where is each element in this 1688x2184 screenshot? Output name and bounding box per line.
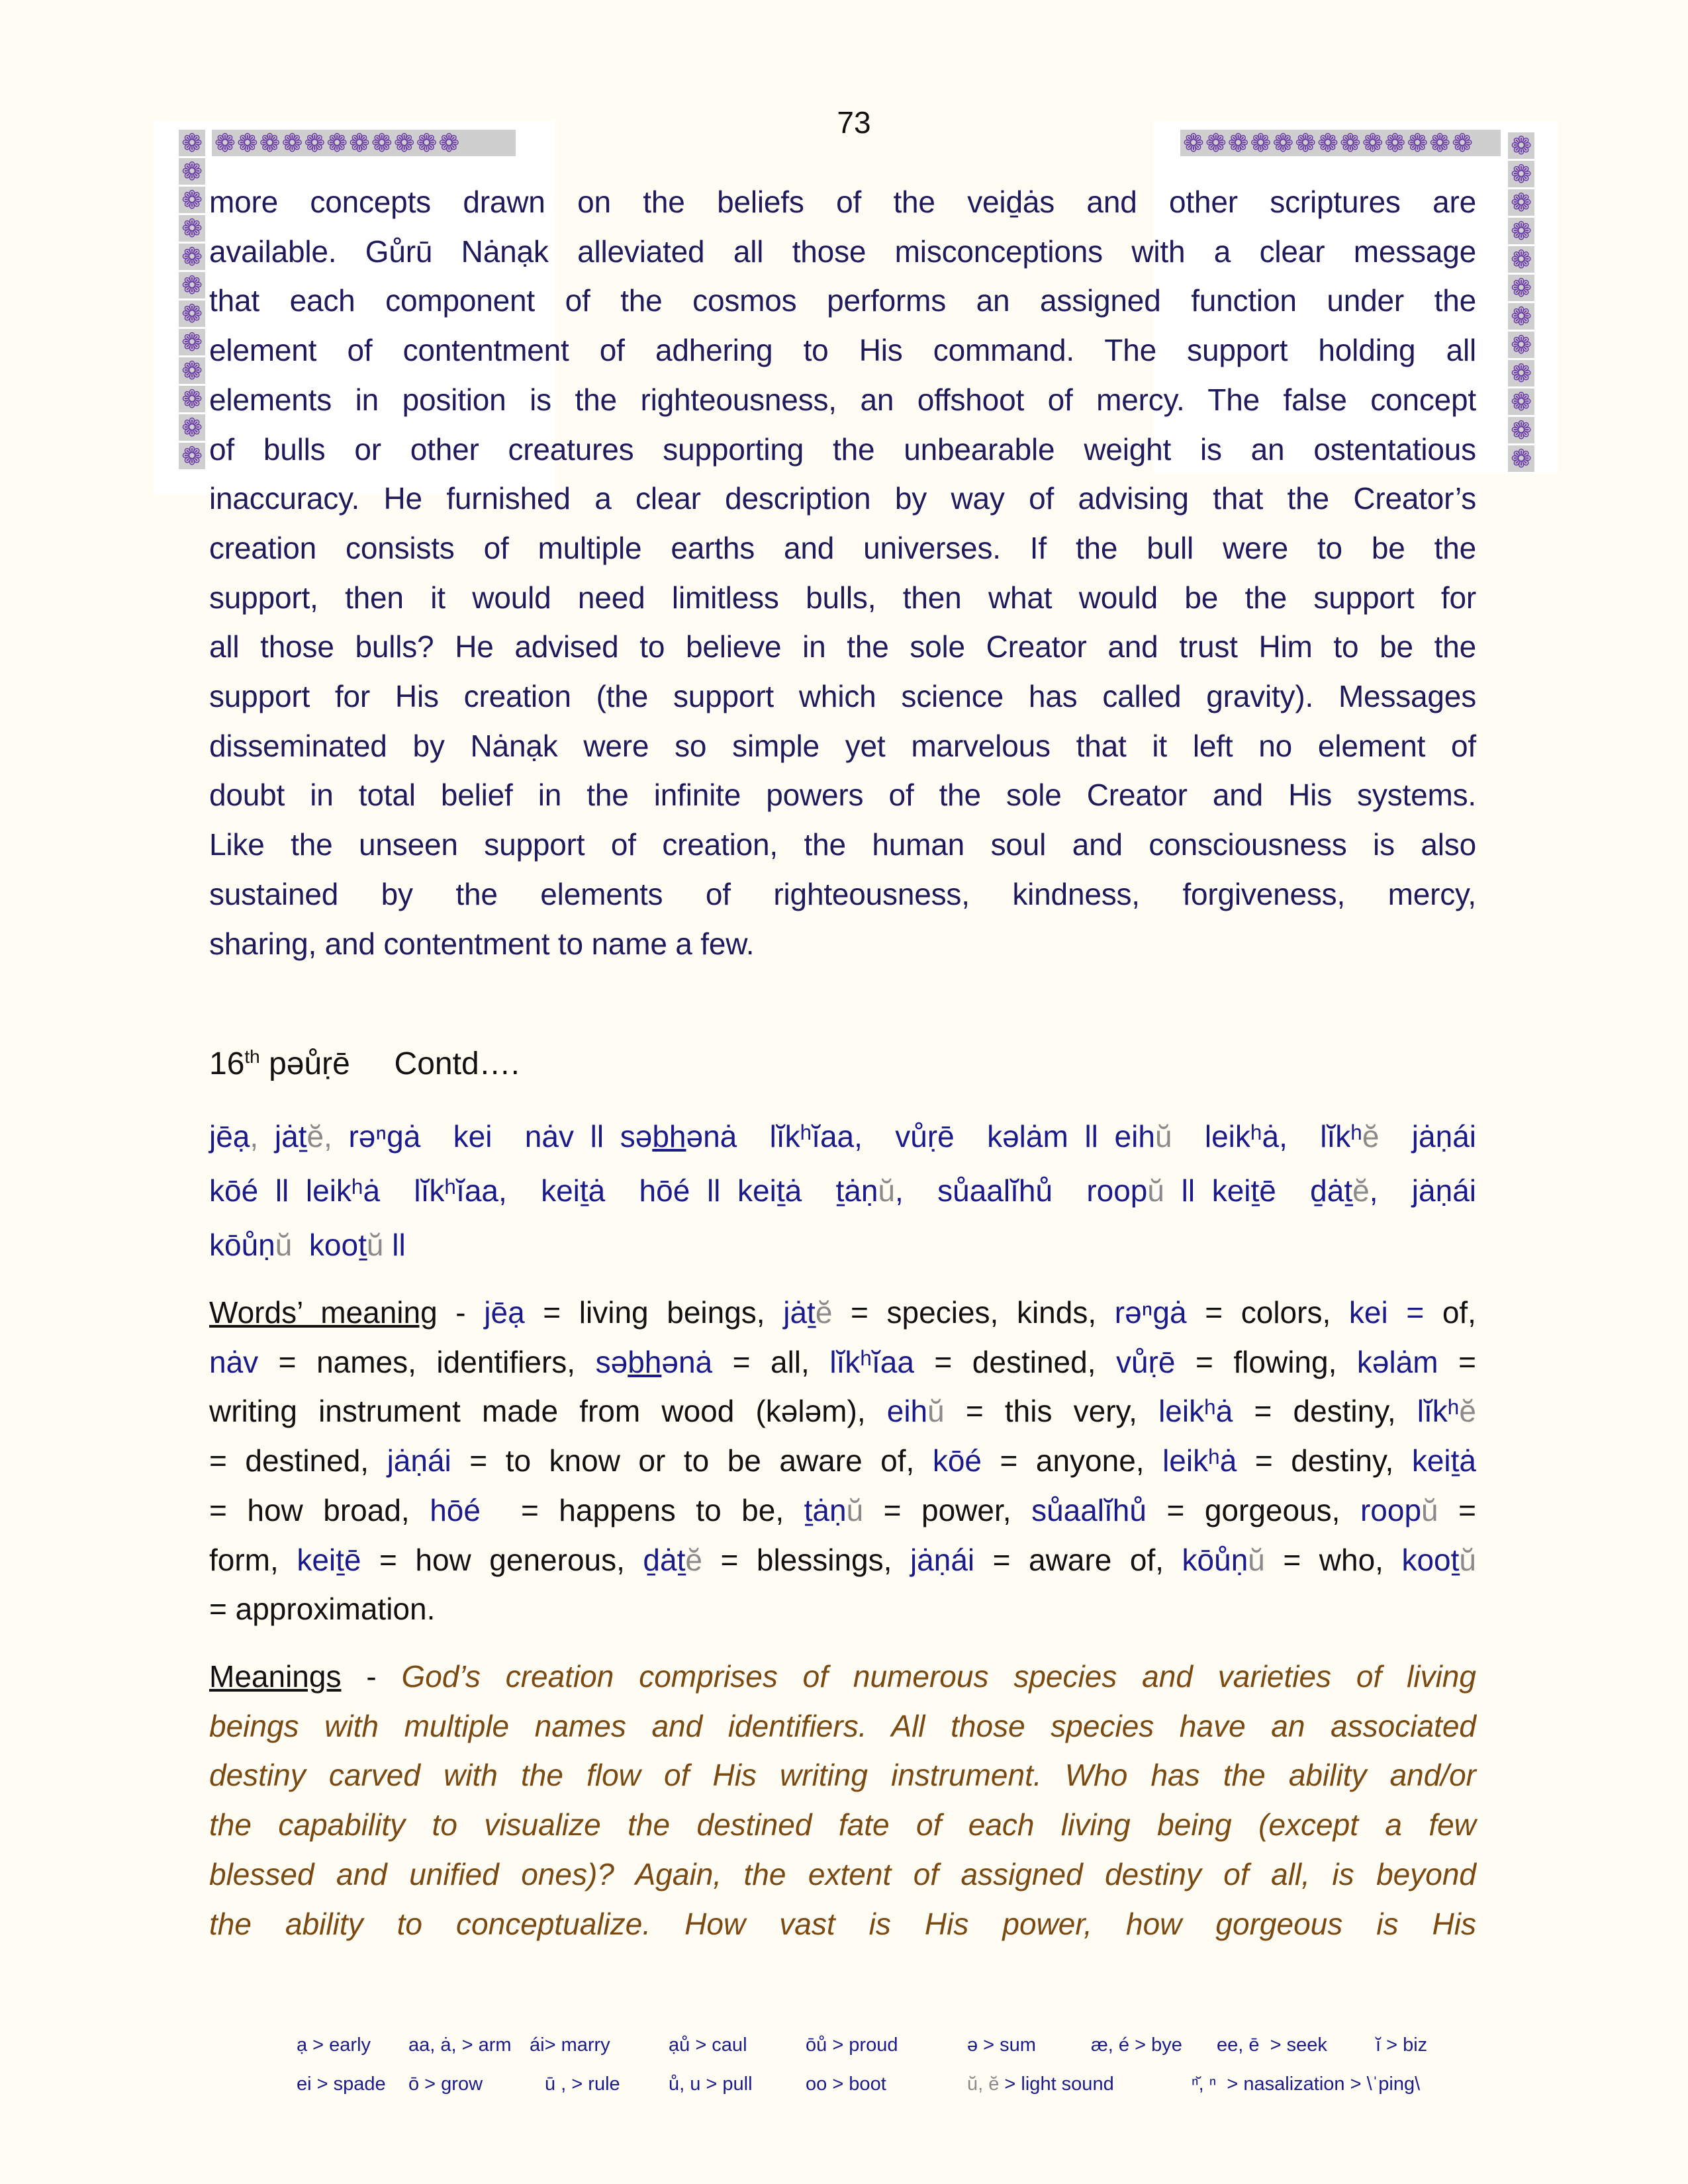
text-segment: ĕ [685,1542,702,1577]
text-segment: = blessings, [702,1542,910,1577]
text-segment: = living beings, [524,1295,784,1330]
key-item [297,2034,371,2056]
key-text: ōů > proud [806,2034,898,2056]
text-segment: jēạ [209,1119,250,1154]
text-line [209,177,1476,227]
key-item [530,2034,610,2056]
key-item [408,2073,483,2095]
text-segment: ĕ [1362,1119,1380,1154]
flower-ornament-icon: ❁ [179,158,205,185]
text-segment: = [1438,1344,1476,1379]
text-segment: jȧṇái [910,1542,975,1577]
text-line [209,870,1476,919]
text-segment: support for His creation (the support which science has called gravity). Messages [209,679,1476,714]
text-segment: jȧṯ [783,1295,816,1330]
text-segment: Like the unseen support of creation, the human soul and consciousness is also [209,827,1476,862]
text-line [209,1218,1476,1272]
text-line [209,1486,1476,1535]
text-line [209,622,1476,672]
text-segment: ḏȧṯ [643,1542,686,1577]
text-segment: = names, identifiers, [258,1344,596,1379]
text-segment: = happens to be, [480,1492,804,1527]
key-text: æ, é > bye [1091,2034,1182,2056]
key-text: ạů > caul [669,2034,747,2056]
text-segment: ŭ [1154,1119,1172,1154]
text-segment: = how generous, [361,1542,643,1577]
text-segment: leikʰȧ [1162,1443,1237,1479]
meanings [209,1652,1476,1948]
text-segment: kōé [932,1443,982,1479]
key-text: ĭ > biz [1376,2034,1428,2056]
key-item [297,2073,386,2095]
flower-ornament-icon: ❁ [1508,360,1534,387]
text-segment: ŭ [275,1228,293,1262]
text-segment: disseminated by Nȧnạk were so simple yet marvelous that it left no element of [209,728,1476,763]
heading-contd: Contd…. [394,1046,520,1081]
key-text: ō > grow [408,2073,483,2095]
text-line [209,1850,1476,1899]
text-segment: eih [886,1394,928,1429]
text-segment: ŭ [366,1228,384,1262]
key-text: ə > sum [967,2034,1036,2056]
flower-ornament-icon: ❁ [179,244,205,270]
text-segment: ənȧ lĭkʰĭaa, vůṛē kəlȧm ll eih [686,1119,1155,1154]
text-segment: rəⁿgȧ [1114,1295,1187,1330]
text-segment: kei = [1348,1295,1425,1330]
flower-ornament-icon: ❁ [1508,332,1534,358]
text-segment: ĕ, [306,1119,349,1154]
text-segment: ənȧ [661,1344,713,1379]
text-line [209,1702,1476,1751]
text-segment: lĭkʰĭaa [829,1344,914,1379]
key-text: ái> marry [530,2034,610,2056]
text-segment: ll [383,1228,406,1262]
text-line [209,820,1476,870]
text-segment: that each component of the cosmos performs an assigned function under the [209,283,1476,318]
text-segment: kōůṇ [209,1228,275,1262]
text-segment: the ability to conceptualize. How vast is His power, how gorgeous is His [209,1906,1476,1941]
text-segment: available. Gůrū Nȧnạk alleviated all those misconceptions with a clear message [209,234,1476,269]
text-segment: = flowing, [1175,1344,1357,1379]
text-segment: sə [595,1344,628,1379]
text-segment: blessed and unified ones)? Again, the extent of assigned destiny of all, is beyond [209,1856,1476,1891]
text-segment: lĭkʰ [1417,1394,1460,1429]
key-item [1376,2034,1427,2056]
heading-number: 16 [209,1046,245,1081]
text-segment: roop [1360,1492,1422,1527]
key-text: ee, ē > seek [1217,2034,1327,2056]
text-segment: , [250,1119,275,1154]
flower-ornament-icon: ❁ [1508,275,1534,301]
text-segment: - [341,1659,402,1694]
flower-ornament-icon: ❁ [179,329,205,355]
text-segment: , sůaalĭhů roop [895,1173,1148,1208]
flower-ornament-icon: ❁ [1508,161,1534,187]
text-segment: form, [209,1542,297,1577]
text-segment: = aware of, [974,1542,1182,1577]
text-segment: = destined, [914,1344,1117,1379]
text-line [209,573,1476,623]
text-segment: ŭ [927,1394,945,1429]
text-line [209,1109,1476,1163]
text-line [209,1338,1476,1387]
text-segment: jȧṇái [1379,1119,1476,1154]
flower-ornament-icon: ❁ [179,386,205,412]
heading-title: pəůṛē [269,1046,350,1081]
text-segment: sustained by the elements of righteousness, kindness, forgiveness, mercy, [209,876,1476,911]
section-heading [209,1046,520,1082]
text-segment: beings with multiple names and identifiers. All those species have an associated [209,1708,1476,1743]
text-segment: rəⁿgȧ kei nȧv ll sə [348,1119,653,1154]
text-line [209,1800,1476,1850]
key-item [806,2073,886,2095]
text-segment: jēạ [484,1295,525,1330]
key-item [1217,2034,1327,2056]
text-segment: ŭ [878,1173,896,1208]
key-item [669,2034,747,2056]
text-segment: kəlȧm [1356,1344,1438,1379]
flower-ornament-icon: ❁ [1508,189,1534,216]
text-line [209,276,1476,326]
key-item [669,2073,753,2095]
flower-ornament-icon: ❁ [179,300,205,327]
page-number: 73 [837,105,871,140]
flower-ornament-icon: ❁ [179,357,205,384]
text-line [209,1436,1476,1486]
key-text: oo > boot [806,2073,886,2095]
key-text: > light sound [999,2073,1114,2095]
key-text: ạ > early [297,2034,371,2056]
text-segment: bh [628,1344,662,1379]
flower-ornament-icon: ❁ [1508,303,1534,330]
text-line [209,1584,1476,1634]
flower-ornament-icon: ❁ [1508,218,1534,244]
text-segment: ll keiṯē ḏȧṯ [1164,1173,1353,1208]
text-segment: = who, [1264,1542,1402,1577]
flower-ornament-icon: ❁ [179,414,205,441]
text-segment: element of contentment of adhering to His command. The support holding all [209,333,1476,368]
text-segment: God’s creation comprises of numerous species and varieties of living [401,1659,1476,1694]
text-line [209,1387,1476,1436]
text-segment: = destiny, [1233,1394,1417,1429]
text-segment: vůṛē [1116,1344,1176,1379]
text-segment: jȧṯ [274,1119,307,1154]
text-segment: sharing, and contentment to name a few. [209,926,755,961]
text-line [209,1163,1476,1218]
flower-ornament-icon: ❁ [1508,246,1534,273]
text-segment: keiṯē [297,1542,361,1577]
key-item [806,2034,898,2056]
text-segment: ŭ [1147,1173,1164,1208]
text-line [209,672,1476,721]
words-meaning [209,1288,1476,1634]
text-segment: = anyone, [981,1443,1163,1479]
key-text: ei > spade [297,2073,386,2095]
text-segment: = power, [863,1492,1032,1527]
text-segment: Words’ meaning [209,1295,438,1330]
key-item [408,2034,512,2056]
text-line [209,523,1476,573]
key-text: ⁿ̆, ⁿ > nasalization > \ˈping\ [1192,2073,1421,2095]
text-segment: nȧv [209,1344,259,1379]
text-segment: writing instrument made from wood (kələm), [209,1394,887,1429]
text-segment: = gorgeous, [1146,1492,1360,1527]
text-segment: kooṯ [292,1228,367,1262]
text-segment: hōé [430,1492,481,1527]
text-segment: - [437,1295,485,1330]
text-segment: kōé ll leikʰȧ lĭkʰĭaa, keiṯȧ hōé ll keiṯȧ ṯȧṇ [209,1173,878,1208]
body-paragraph [209,177,1476,968]
text-segment: of bulls or other creatures supporting the unbearable weight is an ostentatious [209,432,1476,467]
flower-ornament-icon: ❁ [1508,132,1534,159]
text-line [209,1652,1476,1702]
text-line [209,770,1476,820]
text-segment: = [1438,1492,1476,1527]
text-segment: leikʰȧ [1158,1394,1233,1429]
text-segment: = approximation. [209,1592,436,1627]
text-segment: ĕ [1459,1394,1476,1429]
text-segment: sůaalĭhů [1031,1492,1147,1527]
text-segment: , jȧṇái [1369,1173,1476,1208]
flower-ornament-icon: ❁ [179,130,205,156]
text-line [209,375,1476,425]
flower-ornament-icon: ❁ [1508,388,1534,415]
text-line [209,474,1476,523]
text-segment: all those bulls? He advised to believe in the sole Creator and trust Him to be the [209,629,1476,664]
text-line [209,425,1476,475]
verse-text [209,1109,1476,1272]
text-segment: = destiny, [1237,1443,1412,1479]
key-item [1192,2073,1420,2095]
key-item [545,2073,620,2095]
text-segment: = species, kinds, [832,1295,1115,1330]
key-text: ů, u > pull [669,2073,753,2095]
text-segment: inaccuracy. He furnished a clear description by way of advising that the Creator’s [209,481,1476,516]
key-text: ŭ, ĕ [967,2073,1000,2095]
flower-ornament-icon: ❁ [179,272,205,298]
heading-suffix: th [244,1046,260,1067]
text-segment: creation consists of multiple earths and universes. If the bull were to be the [209,530,1476,565]
text-segment: = this very, [944,1394,1159,1429]
text-segment: ĕ [815,1295,833,1330]
text-segment: bh [652,1119,686,1154]
flower-ornament-row: ❁❁❁❁❁❁❁❁❁❁❁❁❁ [1180,130,1501,156]
text-line [209,919,1476,969]
text-line [209,1899,1476,1949]
text-segment: jȧṇái [387,1443,451,1479]
text-line [209,1288,1476,1338]
text-segment: ṯȧṇ [804,1492,847,1527]
text-line [209,1751,1476,1800]
text-segment: of, [1424,1295,1476,1330]
text-segment: = destined, [209,1443,387,1479]
text-segment: elements in position is the righteousness, an offshoot of mercy. The false concept [209,382,1476,417]
text-segment: kōůṇ [1182,1542,1248,1577]
flower-ornament-icon: ❁ [179,187,205,213]
flower-ornament-icon: ❁ [179,443,205,469]
text-segment: destiny carved with the flow of His writing instrument. Who has the ability and/or [209,1758,1476,1793]
text-segment: Meanings [209,1659,342,1694]
text-segment: = to know or to be aware of, [451,1443,933,1479]
text-segment: = all, [712,1344,830,1379]
text-segment: ŭ [1248,1542,1265,1577]
text-segment: support, then it would need limitless bulls, then what would be the support for [209,580,1476,615]
text-segment: ŭ [846,1492,864,1527]
key-item [1091,2034,1182,2056]
text-segment: the capability to visualize the destined fate of each living being (except a few [209,1807,1476,1843]
text-segment: = colors, [1186,1295,1349,1330]
flower-ornament-row: ❁❁❁❁❁❁❁❁❁❁❁ [212,130,516,156]
key-item [967,2034,1036,2056]
flower-ornament-icon: ❁ [1508,417,1534,443]
text-segment: keiṯȧ [1411,1443,1476,1479]
text-segment: more concepts drawn on the beliefs of the veiḏȧs and other scriptures are [209,185,1476,219]
flower-ornament-icon: ❁ [179,215,205,242]
text-segment: ŭ [1459,1542,1477,1577]
text-line [209,721,1476,771]
key-item [967,2073,1114,2095]
flower-ornament-icon: ❁ [1508,445,1534,472]
text-segment: ŭ [1421,1492,1438,1527]
text-segment: ĕ [1352,1173,1370,1208]
key-text: aa, ȧ, > arm [408,2034,512,2056]
text-line [209,1535,1476,1585]
text-segment: kooṯ [1401,1542,1460,1577]
key-text: ū , > rule [545,2073,620,2095]
text-segment: doubt in total belief in the infinite powers of the sole Creator and His systems. [209,778,1476,813]
text-segment: = how broad, [209,1492,430,1527]
text-line [209,227,1476,277]
text-line [209,326,1476,375]
text-segment: leikʰȧ, lĭkʰ [1172,1119,1362,1154]
